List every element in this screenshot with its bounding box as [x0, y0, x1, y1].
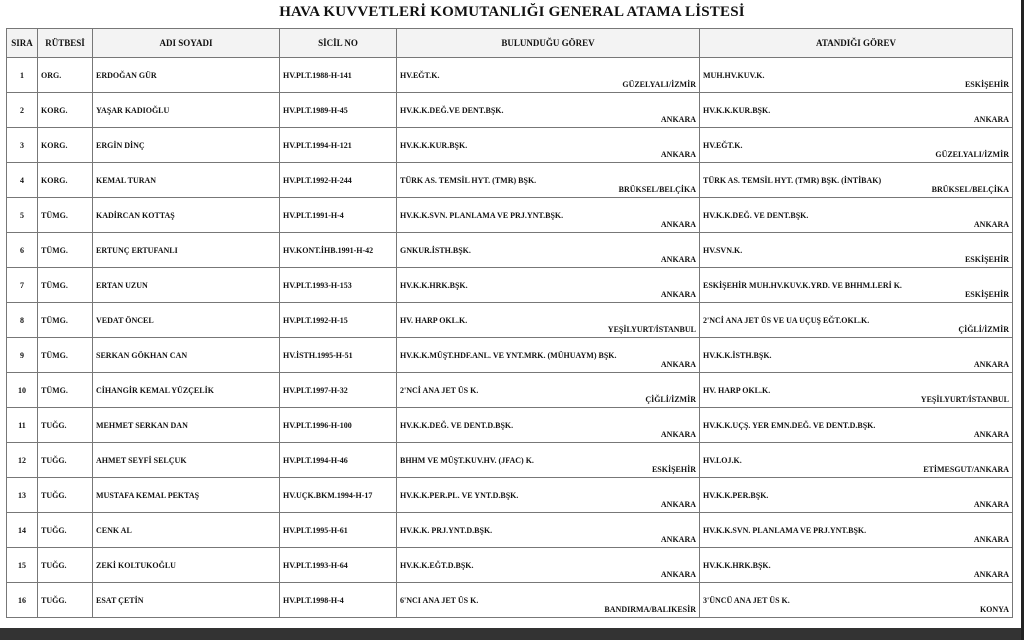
- cell-sira: 5: [7, 198, 38, 233]
- cell-rutbe: TÜMG.: [38, 268, 93, 303]
- table-row: [7, 163, 1013, 198]
- cell-sicil-no: HV.PLT.1994-H-121: [280, 128, 397, 163]
- cell-atandigi-gorev-unit: 3'ÜNCÜ ANA JET ÜS K.: [703, 595, 790, 605]
- cell-bulundugu-gorev-location: ANKARA: [660, 255, 696, 264]
- cell-atandigi-gorev-unit: ESKİŞEHİR MUH.HV.KUV.K.YRD. VE BHHM.LERİ K.: [703, 280, 902, 290]
- table-body: [7, 58, 1013, 618]
- cell-ad-soyad: MUSTAFA KEMAL PEKTAŞ: [93, 478, 280, 513]
- cell-atandigi-gorev: [700, 128, 1013, 163]
- cell-sicil-no: HV.PLT.1992-H-244: [280, 163, 397, 198]
- cell-bulundugu-gorev: [397, 233, 700, 268]
- cell-bulundugu-gorev: [397, 163, 700, 198]
- cell-atandigi-gorev-location: ANKARA: [973, 220, 1009, 229]
- cell-sira: 14: [7, 513, 38, 548]
- table-row: [7, 548, 1013, 583]
- table-row: [7, 373, 1013, 408]
- header-ad-soyad: ADI SOYADI: [93, 29, 280, 58]
- cell-ad-soyad: VEDAT ÖNCEL: [93, 303, 280, 338]
- table-row: [7, 478, 1013, 513]
- cell-bulundugu-gorev-location: BRÜKSEL/BELÇİKA: [618, 185, 696, 194]
- cell-sicil-no: HV.PLT.1994-H-46: [280, 443, 397, 478]
- cell-atandigi-gorev: [700, 303, 1013, 338]
- cell-atandigi-gorev: [700, 443, 1013, 478]
- cell-bulundugu-gorev-unit: HV.K.K.SVN. PLANLAMA VE PRJ.YNT.BŞK.: [400, 210, 564, 220]
- cell-sicil-no: HV.PLT.1993-H-153: [280, 268, 397, 303]
- cell-atandigi-gorev-location: ESKİŞEHİR: [964, 290, 1009, 299]
- cell-bulundugu-gorev-unit: GNKUR.İSTH.BŞK.: [400, 245, 471, 255]
- cell-bulundugu-gorev-unit: 2'NCİ ANA JET ÜS K.: [400, 385, 479, 395]
- cell-atandigi-gorev-unit: HV.K.K.SVN. PLANLAMA VE PRJ.YNT.BŞK.: [703, 525, 867, 535]
- cell-bulundugu-gorev-unit: HV.K.K.KUR.BŞK.: [400, 140, 468, 150]
- cell-bulundugu-gorev: [397, 583, 700, 618]
- table-row: [7, 198, 1013, 233]
- table-row: [7, 513, 1013, 548]
- cell-bulundugu-gorev-location: ANKARA: [660, 220, 696, 229]
- cell-atandigi-gorev: [700, 513, 1013, 548]
- cell-bulundugu-gorev-location: ANKARA: [660, 150, 696, 159]
- cell-bulundugu-gorev-unit: HV.K.K.HRK.BŞK.: [400, 280, 468, 290]
- cell-bulundugu-gorev-location: BANDIRMA/BALIKESİR: [604, 605, 696, 614]
- cell-ad-soyad: ERTAN UZUN: [93, 268, 280, 303]
- cell-atandigi-gorev-unit: TÜRK AS. TEMSİL HYT. (TMR) BŞK. (İNTİBAK): [703, 175, 882, 185]
- cell-ad-soyad: CENK AL: [93, 513, 280, 548]
- cell-ad-soyad: ESAT ÇETİN: [93, 583, 280, 618]
- cell-sicil-no: HV.PLT.1988-H-141: [280, 58, 397, 93]
- cell-rutbe: TUĞG.: [38, 583, 93, 618]
- cell-bulundugu-gorev: [397, 93, 700, 128]
- cell-atandigi-gorev-location: ANKARA: [973, 360, 1009, 369]
- cell-ad-soyad: MEHMET SERKAN DAN: [93, 408, 280, 443]
- cell-bulundugu-gorev-unit: HV.K.K.MÜŞT.HDF.ANL. VE YNT.MRK. (MÜHUAYM) BŞK.: [400, 350, 617, 360]
- cell-bulundugu-gorev-unit: HV.K.K.PER.PL. VE YNT.D.BŞK.: [400, 490, 519, 500]
- cell-ad-soyad: ZEKİ KOLTUKOĞLU: [93, 548, 280, 583]
- cell-atandigi-gorev-location: ETİMESGUT/ANKARA: [923, 465, 1009, 474]
- cell-atandigi-gorev: [700, 408, 1013, 443]
- cell-sicil-no: HV.PLT.1992-H-15: [280, 303, 397, 338]
- table-row: [7, 93, 1013, 128]
- cell-bulundugu-gorev: [397, 128, 700, 163]
- cell-atandigi-gorev-unit: HV. HARP OKL.K.: [703, 385, 771, 395]
- cell-bulundugu-gorev-unit: HV.K.K.EĞT.D.BŞK.: [400, 560, 474, 570]
- cell-atandigi-gorev: [700, 58, 1013, 93]
- cell-sicil-no: HV.PLT.1991-H-4: [280, 198, 397, 233]
- cell-bulundugu-gorev-unit: 6'NCI ANA JET ÜS K.: [400, 595, 479, 605]
- cell-rutbe: TUĞG.: [38, 408, 93, 443]
- cell-atandigi-gorev-location: GÜZELYALI/İZMİR: [935, 150, 1009, 159]
- cell-atandigi-gorev-location: KONYA: [979, 605, 1009, 614]
- cell-sicil-no: HV.İSTH.1995-H-51: [280, 338, 397, 373]
- cell-bulundugu-gorev-unit: HV.K.K.DEĞ.VE DENT.BŞK.: [400, 105, 504, 115]
- cell-atandigi-gorev-location: ANKARA: [973, 115, 1009, 124]
- cell-sira: 4: [7, 163, 38, 198]
- cell-rutbe: TÜMG.: [38, 373, 93, 408]
- cell-ad-soyad: AHMET SEYFİ SELÇUK: [93, 443, 280, 478]
- table-row: [7, 128, 1013, 163]
- cell-sira: 1: [7, 58, 38, 93]
- cell-ad-soyad: ERTUNÇ ERTUFANLI: [93, 233, 280, 268]
- cell-ad-soyad: YAŞAR KADIOĞLU: [93, 93, 280, 128]
- cell-atandigi-gorev-unit: HV.K.K.HRK.BŞK.: [703, 560, 771, 570]
- cell-rutbe: TÜMG.: [38, 233, 93, 268]
- cell-atandigi-gorev-location: ESKİŞEHİR: [964, 80, 1009, 89]
- cell-bulundugu-gorev-unit: HV.K.K. PRJ.YNT.D.BŞK.: [400, 525, 493, 535]
- cell-atandigi-gorev: [700, 338, 1013, 373]
- cell-bulundugu-gorev-location: ANKARA: [660, 500, 696, 509]
- header-rutbe: RÜTBESİ: [38, 29, 93, 58]
- cell-sicil-no: HV.PLT.1997-H-32: [280, 373, 397, 408]
- cell-atandigi-gorev-unit: HV.LOJ.K.: [703, 455, 742, 465]
- cell-bulundugu-gorev: [397, 198, 700, 233]
- cell-atandigi-gorev-location: ANKARA: [973, 570, 1009, 579]
- table-row: [7, 338, 1013, 373]
- cell-rutbe: TUĞG.: [38, 548, 93, 583]
- cell-rutbe: TUĞG.: [38, 443, 93, 478]
- cell-rutbe: TÜMG.: [38, 198, 93, 233]
- cell-atandigi-gorev: [700, 198, 1013, 233]
- cell-sira: 8: [7, 303, 38, 338]
- cell-ad-soyad: KADİRCAN KOTTAŞ: [93, 198, 280, 233]
- cell-bulundugu-gorev-location: ANKARA: [660, 360, 696, 369]
- cell-bulundugu-gorev-location: ANKARA: [660, 115, 696, 124]
- cell-bulundugu-gorev-unit: HV.EĞT.K.: [400, 70, 440, 80]
- cell-bulundugu-gorev: [397, 513, 700, 548]
- cell-sira: 13: [7, 478, 38, 513]
- cell-sicil-no: HV.KONT.İHB.1991-H-42: [280, 233, 397, 268]
- cell-ad-soyad: CİHANGİR KEMAL YÜZÇELİK: [93, 373, 280, 408]
- cell-sicil-no: HV.UÇK.BKM.1994-H-17: [280, 478, 397, 513]
- cell-rutbe: TÜMG.: [38, 303, 93, 338]
- cell-bulundugu-gorev-location: ANKARA: [660, 570, 696, 579]
- cell-bulundugu-gorev: [397, 58, 700, 93]
- cell-atandigi-gorev-unit: MUH.HV.KUV.K.: [703, 70, 765, 80]
- cell-sira: 11: [7, 408, 38, 443]
- cell-atandigi-gorev: [700, 268, 1013, 303]
- cell-atandigi-gorev-unit: HV.SVN.K.: [703, 245, 743, 255]
- cell-atandigi-gorev-unit: HV.EĞT.K.: [703, 140, 743, 150]
- cell-atandigi-gorev-location: ANKARA: [973, 500, 1009, 509]
- document-title: HAVA KUVVETLERİ KOMUTANLIĞI GENERAL ATAMA LİSTESİ: [279, 4, 745, 20]
- cell-atandigi-gorev: [700, 93, 1013, 128]
- table-row: [7, 443, 1013, 478]
- cell-bulundugu-gorev-unit: HV.K.K.DEĞ. VE DENT.D.BŞK.: [400, 420, 514, 430]
- cell-bulundugu-gorev: [397, 338, 700, 373]
- cell-sira: 2: [7, 93, 38, 128]
- table-row: [7, 583, 1013, 618]
- cell-bulundugu-gorev-unit: TÜRK AS. TEMSİL HYT. (TMR) BŞK.: [400, 175, 537, 185]
- cell-atandigi-gorev: [700, 548, 1013, 583]
- cell-atandigi-gorev-location: YEŞİLYURT/İSTANBUL: [920, 395, 1009, 404]
- cell-rutbe: KORG.: [38, 163, 93, 198]
- cell-atandigi-gorev-location: BRÜKSEL/BELÇİKA: [931, 185, 1009, 194]
- header-sira: SIRA: [7, 29, 38, 58]
- cell-bulundugu-gorev: [397, 478, 700, 513]
- cell-sicil-no: HV.PLT.1989-H-45: [280, 93, 397, 128]
- cell-ad-soyad: KEMAL TURAN: [93, 163, 280, 198]
- cell-atandigi-gorev-unit: HV.K.K.KUR.BŞK.: [703, 105, 771, 115]
- table-row: [7, 303, 1013, 338]
- cell-bulundugu-gorev-location: GÜZELYALI/İZMİR: [622, 80, 696, 89]
- assignment-table: [6, 28, 1013, 618]
- cell-atandigi-gorev-unit: HV.K.K.PER.BŞK.: [703, 490, 769, 500]
- cell-rutbe: TUĞG.: [38, 478, 93, 513]
- cell-rutbe: TÜMG.: [38, 338, 93, 373]
- table-row: [7, 268, 1013, 303]
- cell-atandigi-gorev-unit: HV.K.K.UÇŞ. YER EMN.DEĞ. VE DENT.D.BŞK.: [703, 420, 876, 430]
- cell-atandigi-gorev-unit: 2'NCİ ANA JET ÜS VE UA UÇUŞ EĞT.OKL.K.: [703, 315, 870, 325]
- cell-ad-soyad: SERKAN GÖKHAN CAN: [93, 338, 280, 373]
- cell-sira: 6: [7, 233, 38, 268]
- table-header-row: [7, 29, 1013, 58]
- cell-atandigi-gorev: [700, 163, 1013, 198]
- cell-sicil-no: HV.PLT.1993-H-64: [280, 548, 397, 583]
- page-bottom-edge: [0, 628, 1024, 640]
- cell-sicil-no: HV.PLT.1996-H-100: [280, 408, 397, 443]
- cell-bulundugu-gorev: [397, 443, 700, 478]
- cell-sira: 12: [7, 443, 38, 478]
- cell-ad-soyad: ERDOĞAN GÜR: [93, 58, 280, 93]
- cell-sicil-no: HV.PLT.1995-H-61: [280, 513, 397, 548]
- cell-ad-soyad: ERGİN DİNÇ: [93, 128, 280, 163]
- cell-bulundugu-gorev-location: ANKARA: [660, 290, 696, 299]
- cell-atandigi-gorev: [700, 478, 1013, 513]
- cell-bulundugu-gorev-location: ESKİŞEHİR: [651, 465, 696, 474]
- cell-sira: 15: [7, 548, 38, 583]
- cell-sira: 3: [7, 128, 38, 163]
- cell-atandigi-gorev-unit: HV.K.K.İSTH.BŞK.: [703, 350, 772, 360]
- cell-rutbe: KORG.: [38, 93, 93, 128]
- cell-bulundugu-gorev-location: ÇİĞLİ/İZMİR: [645, 395, 696, 404]
- cell-sira: 9: [7, 338, 38, 373]
- header-atandigi-gorev: ATANDIĞI GÖREV: [700, 29, 1013, 58]
- cell-rutbe: TUĞG.: [38, 513, 93, 548]
- cell-bulundugu-gorev-location: YEŞİLYURT/İSTANBUL: [607, 325, 696, 334]
- cell-bulundugu-gorev: [397, 373, 700, 408]
- cell-bulundugu-gorev: [397, 268, 700, 303]
- cell-atandigi-gorev-location: ÇİĞLİ/İZMİR: [958, 325, 1009, 334]
- header-bulundugu-gorev: BULUNDUĞU GÖREV: [397, 29, 700, 58]
- header-sicil-no: SİCİL NO: [280, 29, 397, 58]
- cell-sira: 7: [7, 268, 38, 303]
- cell-bulundugu-gorev-location: ANKARA: [660, 430, 696, 439]
- cell-rutbe: KORG.: [38, 128, 93, 163]
- cell-rutbe: ORG.: [38, 58, 93, 93]
- cell-atandigi-gorev-location: ESKİŞEHİR: [964, 255, 1009, 264]
- cell-bulundugu-gorev: [397, 303, 700, 338]
- table-row: [7, 408, 1013, 443]
- cell-atandigi-gorev: [700, 233, 1013, 268]
- cell-atandigi-gorev-location: ANKARA: [973, 535, 1009, 544]
- cell-atandigi-gorev-unit: HV.K.K.DEĞ. VE DENT.BŞK.: [703, 210, 809, 220]
- cell-bulundugu-gorev-location: ANKARA: [660, 535, 696, 544]
- cell-bulundugu-gorev: [397, 408, 700, 443]
- cell-bulundugu-gorev: [397, 548, 700, 583]
- table-row: [7, 233, 1013, 268]
- cell-bulundugu-gorev-unit: BHHM VE MÜŞT.KUV.HV. (JFAC) K.: [400, 455, 534, 465]
- table-row: [7, 58, 1013, 93]
- cell-sira: 16: [7, 583, 38, 618]
- cell-sira: 10: [7, 373, 38, 408]
- cell-sicil-no: HV.PLT.1998-H-4: [280, 583, 397, 618]
- cell-bulundugu-gorev-unit: HV. HARP OKL.K.: [400, 315, 468, 325]
- cell-atandigi-gorev: [700, 583, 1013, 618]
- cell-atandigi-gorev: [700, 373, 1013, 408]
- cell-atandigi-gorev-location: ANKARA: [973, 430, 1009, 439]
